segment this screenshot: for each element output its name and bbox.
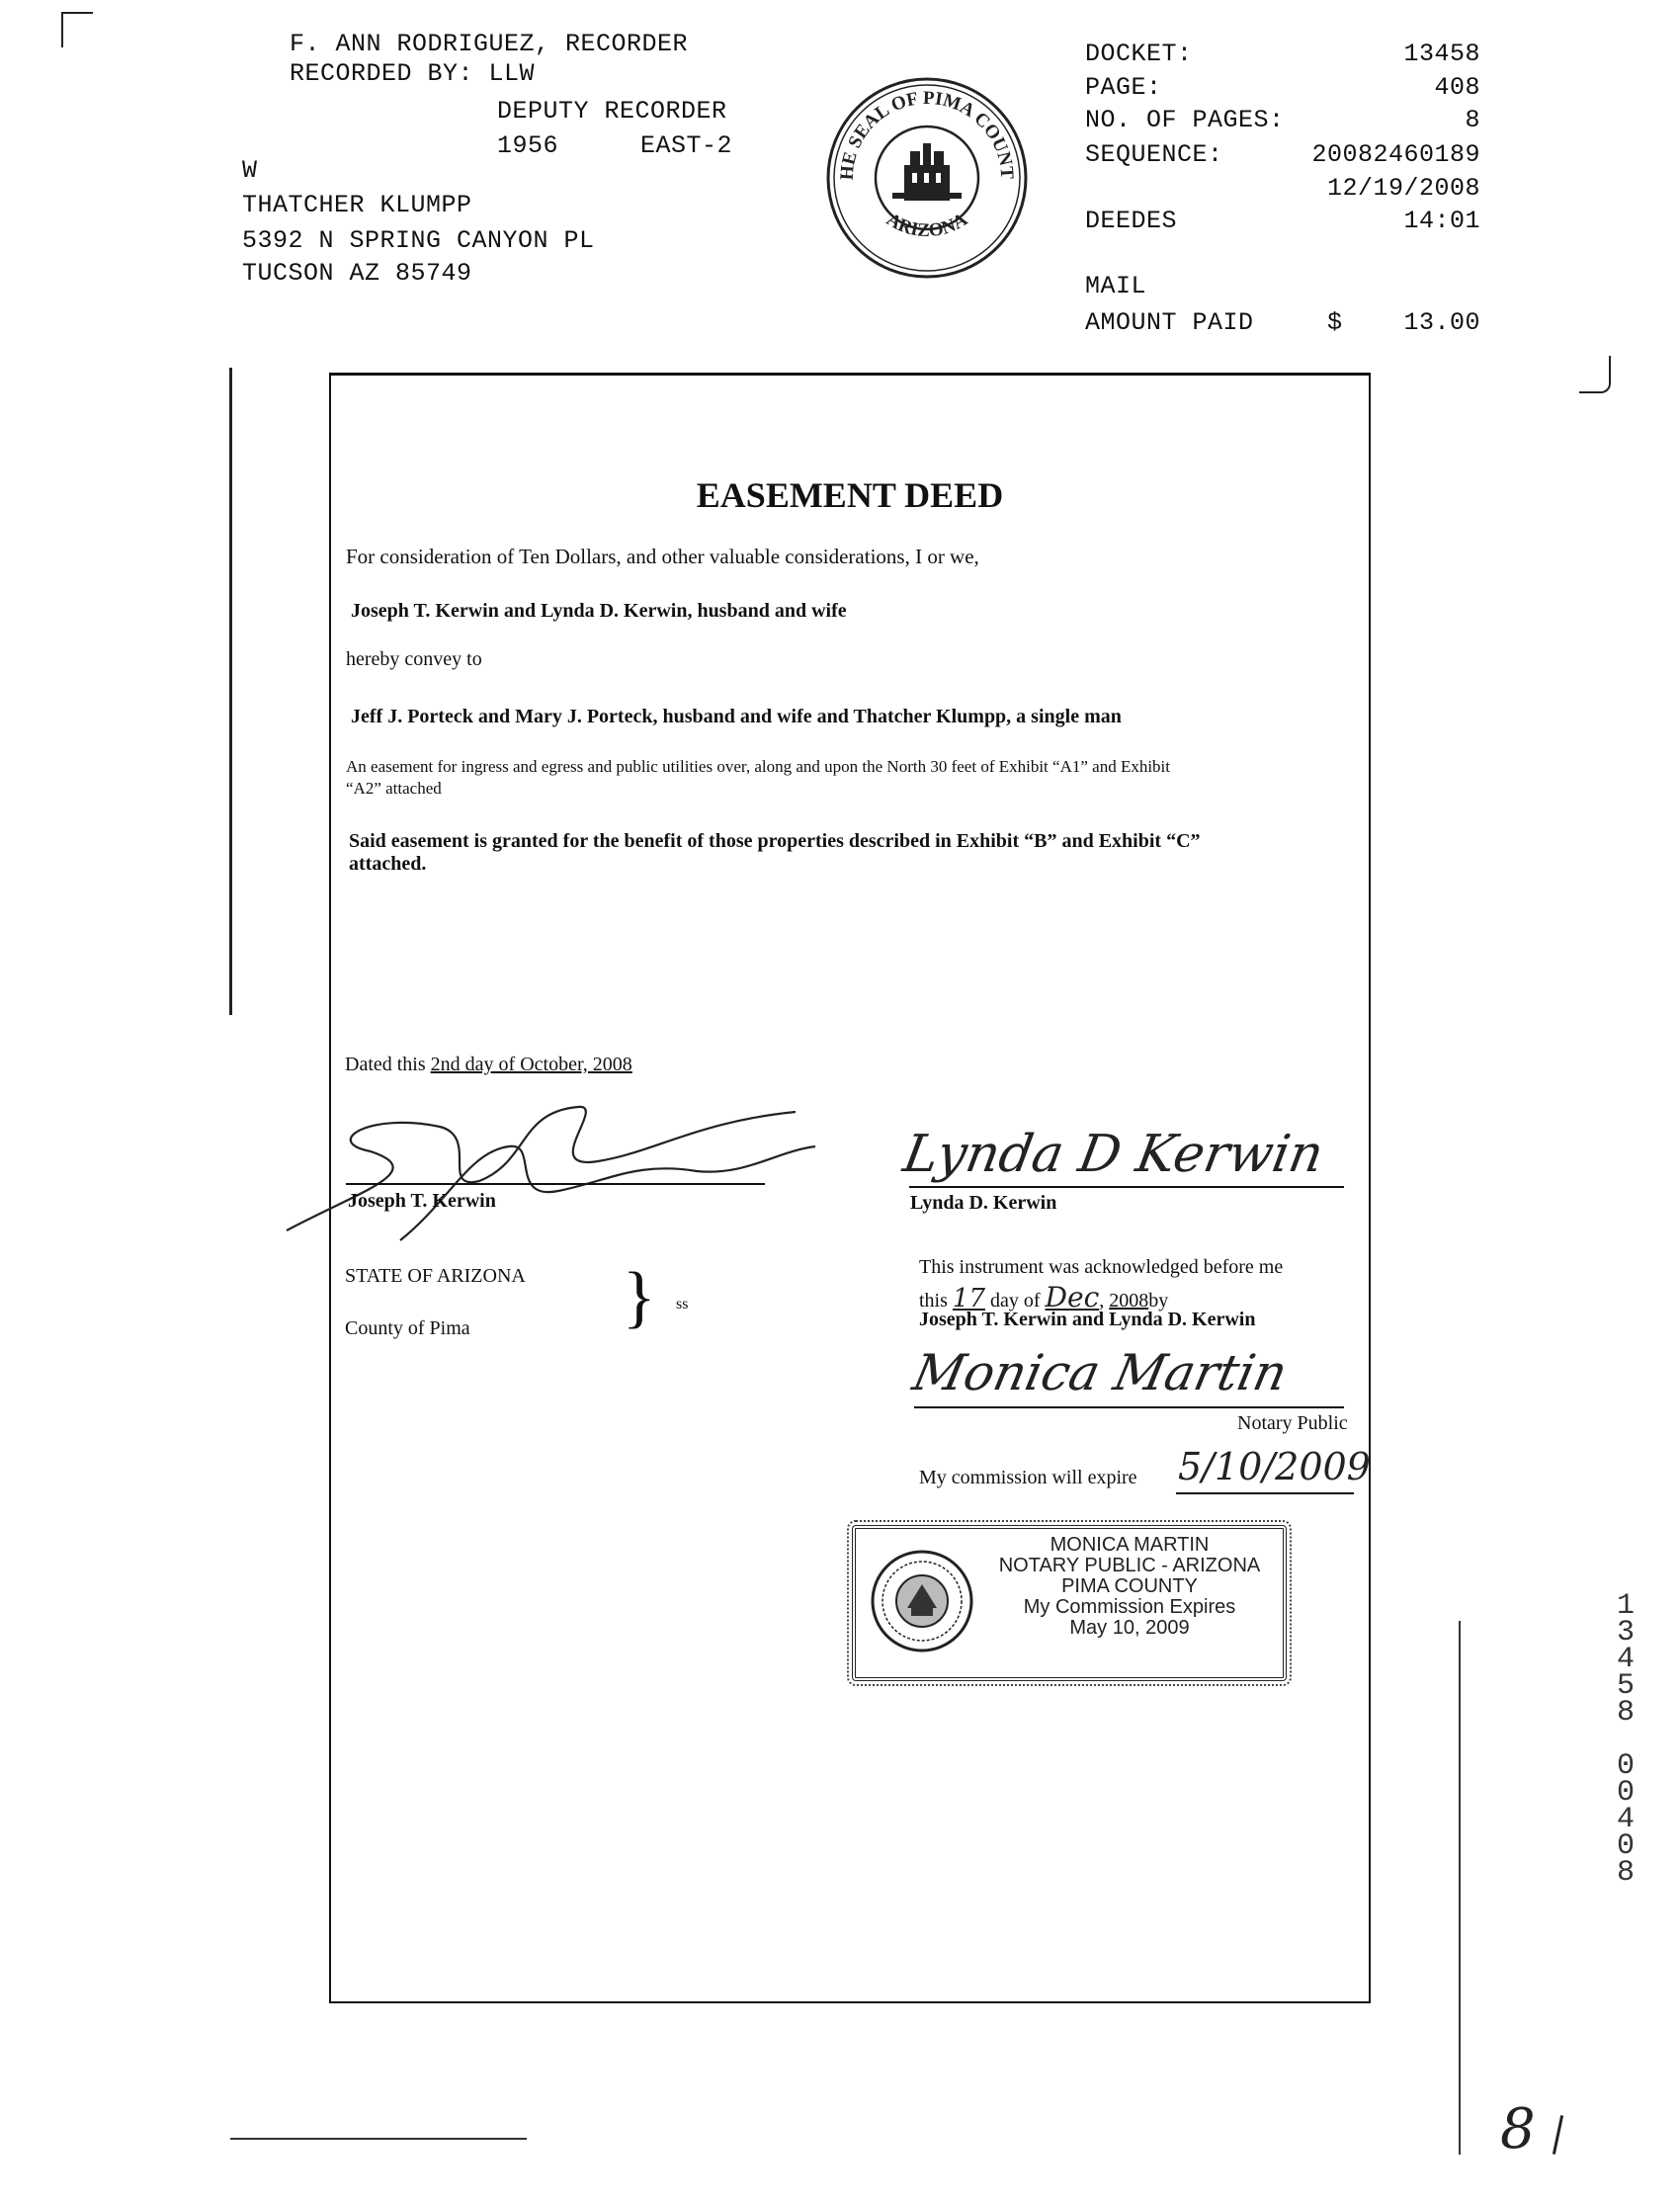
margin-digit: 8 [1616,1856,1635,1890]
return-city: TUCSON AZ 85749 [242,259,472,288]
sequence-label: SEQUENCE: [1085,140,1223,169]
page-label: PAGE: [1085,73,1162,102]
dated-value: 2nd day of October, 2008 [430,1054,632,1075]
brace-icon: } [623,1259,656,1335]
commission-date: 5/10/2009 [1178,1445,1371,1488]
stamp-line: NOTARY PUBLIC - ARIZONA [998,1555,1261,1576]
signature-line-joseph [346,1183,765,1185]
county-seal [823,74,1031,282]
margin-digit: 1 [1616,1589,1635,1623]
recorder-area: EAST-2 [640,131,733,160]
ack-year: 2008 [1109,1290,1149,1312]
convey-text: hereby convey to [346,648,482,670]
seal-bottom-text: ARIZONA [882,209,971,242]
notary-signature-line [914,1406,1344,1408]
commission-label: My commission will expire [919,1467,1137,1488]
benefit-line-1: Said easement is granted for the benefit of those properties described in Exhibit “B” and Exhibit “C” [349,830,1201,852]
svg-text:ARIZONA [882,209,971,241]
margin-docket-page-number [1611,1589,1640,1890]
notary-stamp [852,1525,1287,1681]
margin-digit: 8 [1616,1696,1635,1730]
scan-corner-mark [1579,356,1611,393]
docket-value: 13458 [1403,40,1480,68]
recorder-name: F. ANN RODRIGUEZ, RECORDER [290,30,689,58]
recorder-mark: W [242,156,258,185]
state-label: STATE OF ARIZONA [345,1265,526,1287]
notary-title: Notary Public [1237,1412,1348,1434]
arizona-seal-icon [870,1549,974,1653]
docket-label: DOCKET: [1085,40,1193,68]
scan-corner-mark [61,12,93,47]
return-name: THATCHER KLUMPP [242,191,472,219]
stamp-line: MONICA MARTIN [1050,1534,1210,1556]
grantors: Joseph T. Kerwin and Lynda D. Kerwin, husband and wife [351,600,847,622]
recorder-code: 1956 [497,131,559,160]
dated-line [345,1054,632,1076]
deputy-recorder: DEPUTY RECORDER [497,97,727,126]
margin-digit: 0 [1616,1749,1635,1783]
ack-this: this [919,1290,948,1312]
scan-margin-line [229,368,232,1015]
seal-top-text: HE SEAL OF PIMA COUNT [836,87,1018,181]
margin-digit: 0 [1616,1829,1635,1863]
easement-line-2: “A2” attached [346,779,442,798]
signature-lynda: Lynda D Kerwin [898,1125,1328,1184]
signer-joseph: Joseph T. Kerwin [348,1190,496,1212]
signature-joseph [282,1092,825,1250]
stamp-text [984,1535,1275,1639]
margin-digit: 0 [1616,1776,1635,1810]
handwritten-tick [1553,2115,1563,2155]
pages-label: NO. OF PAGES: [1085,106,1285,134]
amount-label: AMOUNT PAID [1085,308,1254,337]
scan-margin-line [1459,1621,1461,2155]
handwritten-page-mark: 8 [1500,2097,1536,2161]
stamp-line: PIMA COUNTY [1061,1575,1198,1597]
margin-digit: 4 [1616,1803,1635,1836]
deed-title: EASEMENT DEED [696,475,1004,515]
consideration-text: For consideration of Ten Dollars, and other valuable considerations, I or we, [346,545,979,568]
commission-date-line [1176,1492,1354,1494]
delivery-method: MAIL [1085,272,1147,300]
margin-digit: 4 [1616,1643,1635,1676]
recording-date: 12/19/2008 [1326,174,1480,203]
signature-line-lynda [909,1186,1344,1188]
recording-time: 14:01 [1403,207,1480,235]
amount-value: 13.00 [1403,308,1480,337]
benefit-line-2: attached. [349,853,427,875]
county-label: County of Pima [345,1317,470,1339]
stamp-line: My Commission Expires [1023,1596,1236,1618]
amount-currency: $ [1327,308,1343,337]
seal-graphic [823,74,1031,282]
ack-names: Joseph T. Kerwin and Lynda D. Kerwin [919,1309,1256,1330]
scan-margin-line [230,2138,527,2140]
ss-label: ss [676,1296,689,1313]
return-street: 5392 N SPRING CANYON PL [242,226,595,255]
seal-building-icon [892,143,962,201]
margin-digit: 3 [1616,1616,1635,1650]
ack-line-1: This instrument was acknowledged before me [919,1256,1284,1278]
sequence-value: 20082460189 [1311,140,1480,169]
page-value: 408 [1434,73,1480,102]
notary-signature: Monica Martin [907,1344,1293,1401]
ack-day: 17 [952,1284,985,1313]
margin-digit: 5 [1616,1669,1635,1703]
easement-line-1: An easement for ingress and egress and public utilities over, along and upon the North 30 feet of Exhibit “A1” and Exhibit [346,757,1170,776]
ack-line-2: this 17 day of Dec, 2008by [919,1281,1169,1313]
ack-by: by [1148,1290,1169,1312]
dated-prefix: Dated this [345,1054,431,1075]
stamp-line: May 10, 2009 [1069,1617,1190,1639]
document-type: DEEDES [1085,207,1178,235]
pages-value: 8 [1465,106,1480,134]
ack-month: Dec [1045,1281,1100,1313]
recorded-by: RECORDED BY: LLW [290,59,536,88]
signer-lynda: Lynda D. Kerwin [910,1192,1057,1214]
grantees: Jeff J. Porteck and Mary J. Porteck, husband and wife and Thatcher Klumpp, a single man [351,706,1122,727]
ack-dayof: day of [990,1290,1041,1312]
